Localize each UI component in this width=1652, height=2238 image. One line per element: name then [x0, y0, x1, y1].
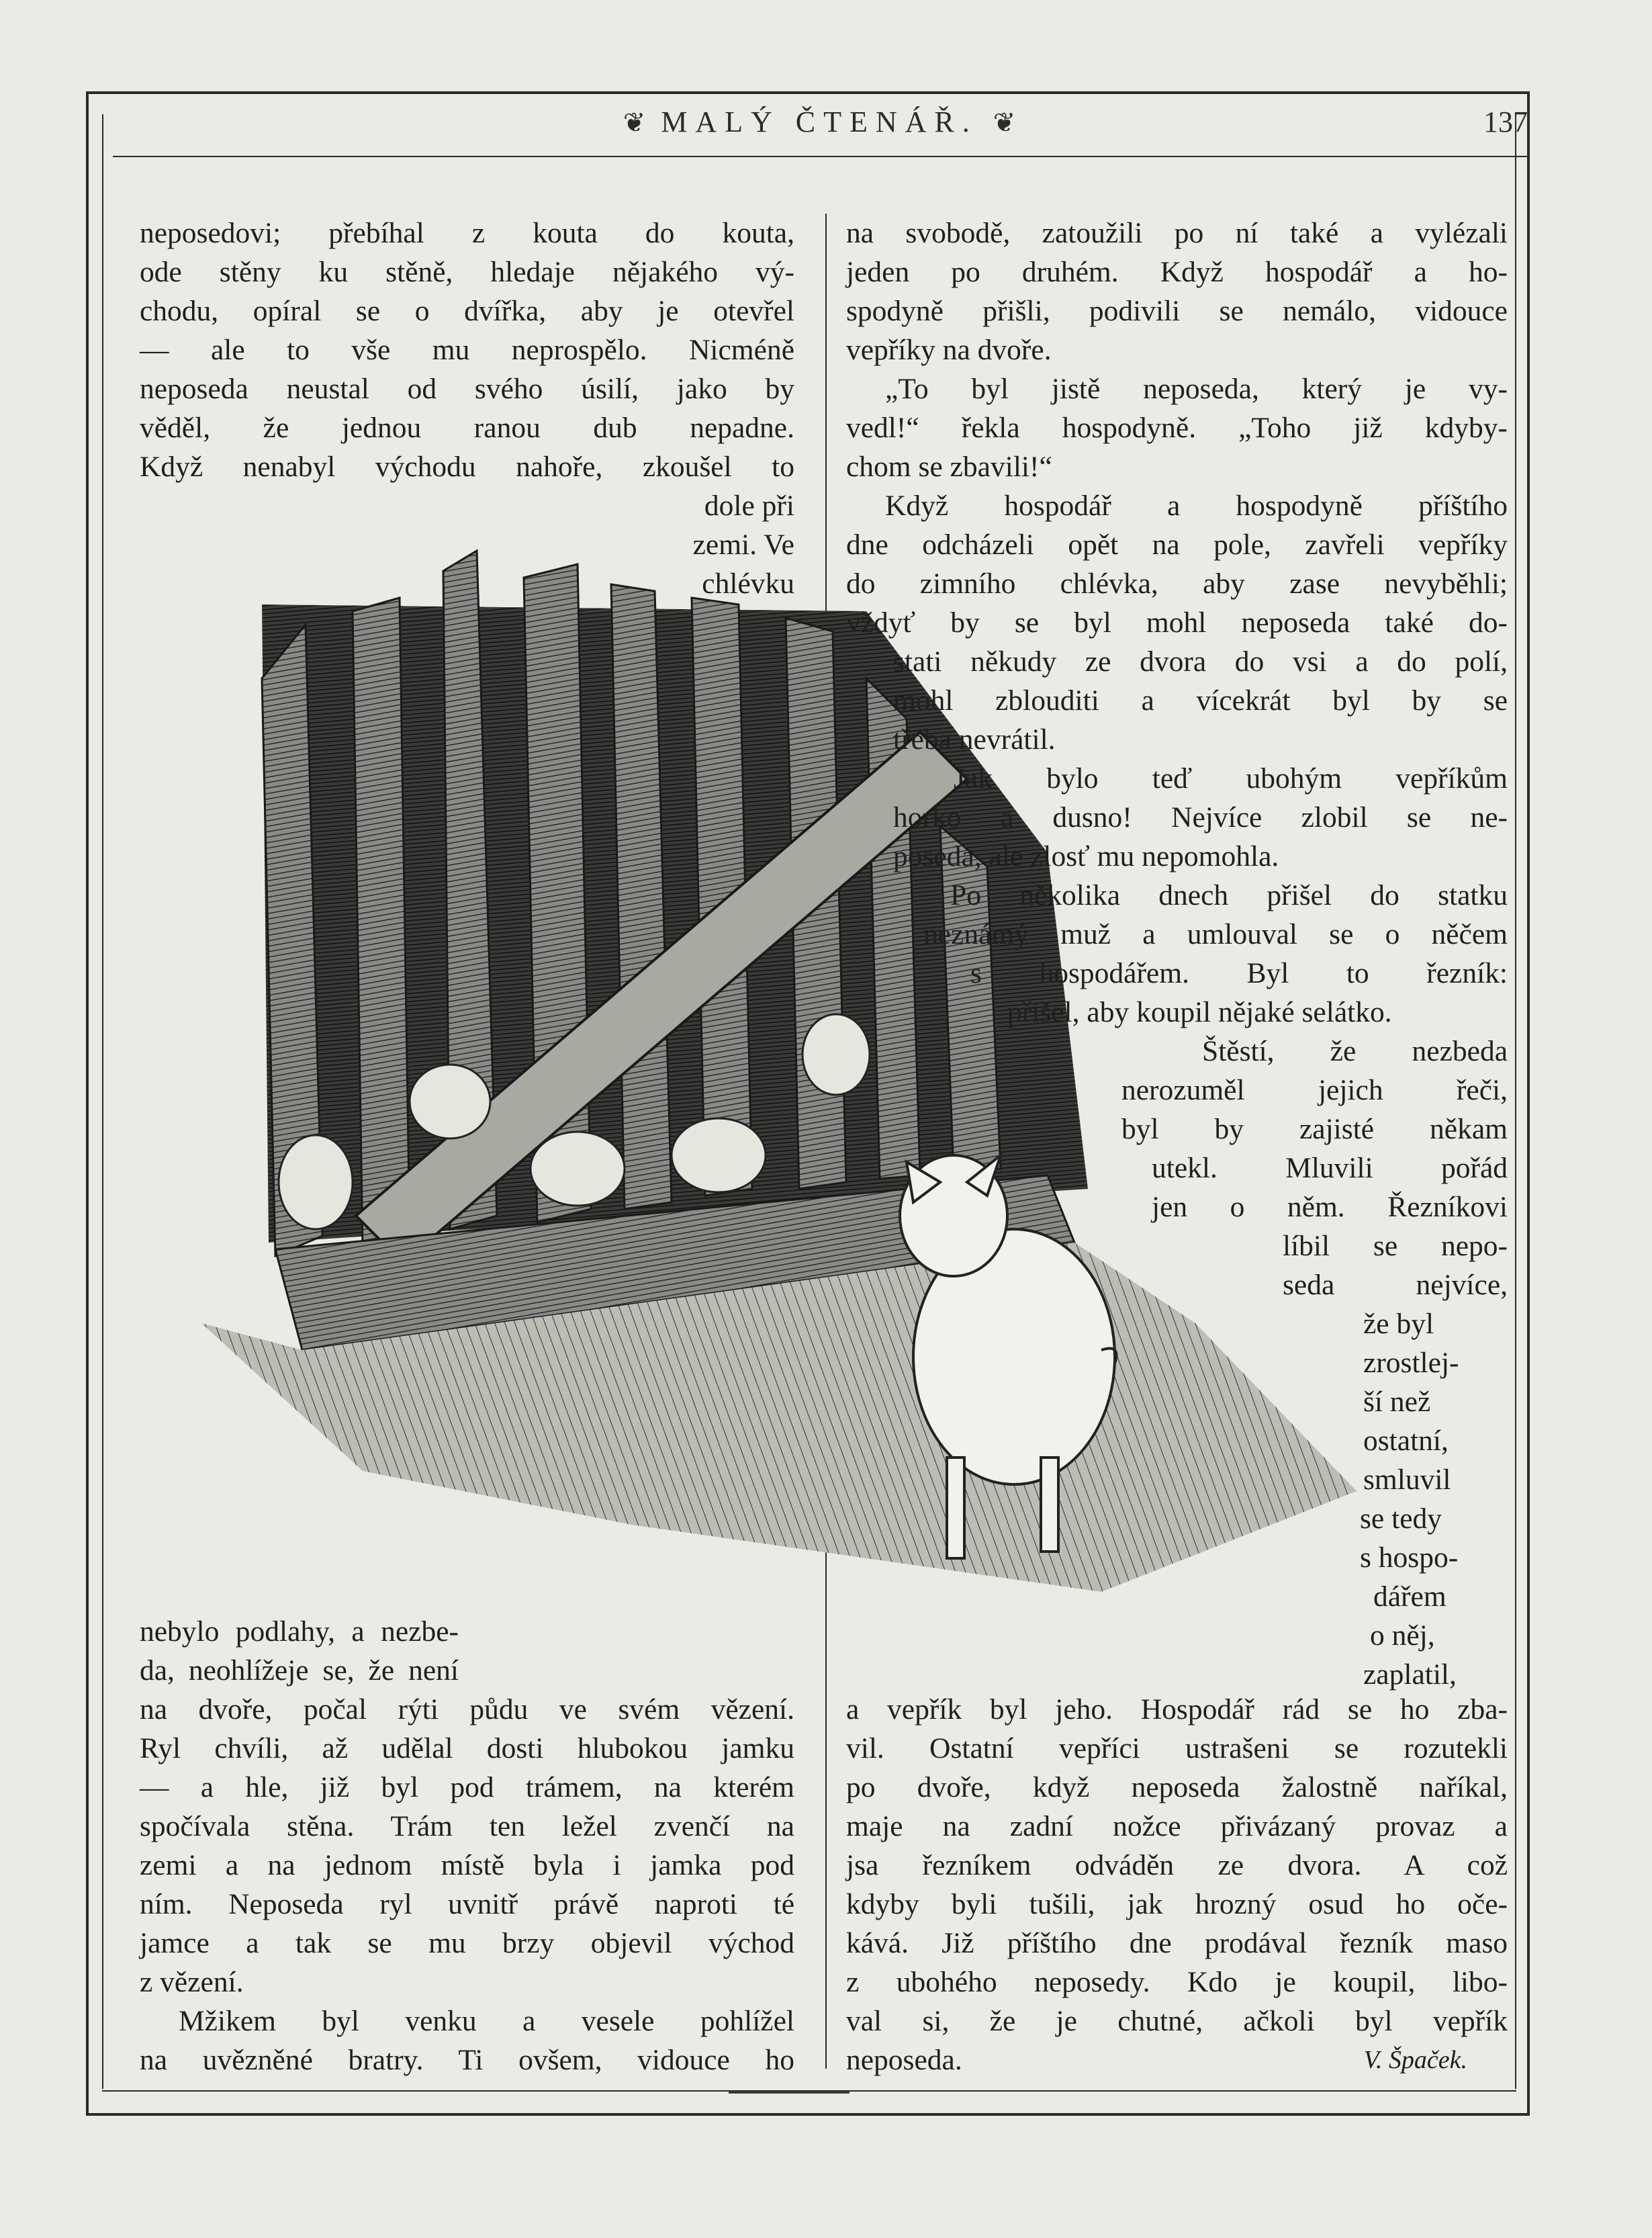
- text-line: chodu, opíral se o dvířka, aby je otevřel: [140, 295, 794, 327]
- text-line: že byl: [1363, 1308, 1434, 1340]
- text-line: jeden po druhém. Když hospodář a ho-: [846, 256, 1508, 288]
- left-column-wrap-text: [140, 1612, 459, 1690]
- column-divider-bottom: [825, 1545, 827, 2069]
- journal-title: MALÝ ČTENÁŘ.: [661, 105, 978, 138]
- text-line: na uvězněné bratry. Ti ovšem, vidouce ho: [140, 2044, 794, 2076]
- text-line: z ubohého neposedy. Kdo je koupil, libo-: [846, 1966, 1508, 1998]
- right-column-wrap-1: [893, 759, 1508, 876]
- text-line: líbil se nepo-: [1283, 1230, 1508, 1262]
- text-line: jen o něm. Řezníkovi: [1152, 1191, 1508, 1223]
- text-line: neznámý muž a umlouval se o něčem: [923, 918, 1508, 950]
- text-line: Mžikem byl venku a vesele pohlížel: [179, 2005, 794, 2037]
- text-line: da, neohlížeje se, že není: [140, 1654, 459, 1687]
- text-line: a vepřík byl jeho. Hospodář rád se ho zba-: [846, 1693, 1508, 1726]
- frame-inner-right-rule: [1515, 114, 1516, 2089]
- text-line: zemi a na jednom místě byla i jamka pod: [140, 1849, 794, 1881]
- text-line: se tedy: [1360, 1503, 1442, 1535]
- text-line: chom se zbavili!“: [846, 451, 1052, 483]
- text-line: seda nejvíce,: [1283, 1269, 1508, 1301]
- frame-top-rule: [86, 91, 1530, 94]
- text-line: kává. Již příštího dne prodával řezník maso: [846, 1927, 1508, 1959]
- text-line: vždyť by se byl mohl neposeda také do-: [846, 607, 1508, 639]
- header-ornament-left-icon: ❦: [623, 107, 646, 138]
- text-line: val si, že je chutné, ačkoli byl vepřík: [846, 2005, 1508, 2037]
- right-column-top-text: [846, 214, 1508, 759]
- text-line: do zimního chlévka, aby zase nevyběhli;: [846, 568, 1508, 600]
- text-line: horko a dusno! Nejvíce zlobil se ne-: [893, 801, 1508, 834]
- text-line: Jak bylo teď ubohým vepříkům: [954, 762, 1508, 795]
- text-line: chlévku: [702, 568, 794, 600]
- text-line: „To byl jistě neposeda, který je vy-: [885, 373, 1508, 405]
- running-header: [551, 105, 1088, 139]
- right-column-wrap-2: [923, 876, 1508, 954]
- text-line: jsa řezníkem odváděn ze dvora. A což: [846, 1849, 1508, 1881]
- text-line: kdyby byli tušili, jak hrozný osud ho oče-: [846, 1888, 1508, 1920]
- text-line: nebylo podlahy, a nezbe-: [140, 1615, 459, 1648]
- text-line: Po několika dnech přišel do statku: [950, 879, 1508, 911]
- text-line: spočívala stěna. Trám ten ležel zvenčí na: [140, 1810, 794, 1842]
- text-line: na svobodě, zatoužili po ní také a vylézali: [846, 217, 1508, 249]
- text-line: mohl zblouditi a vícekrát byl by se: [893, 684, 1508, 717]
- text-line: s hospodářem. Byl to řezník:: [970, 957, 1508, 989]
- footer-ornament-line: [729, 2092, 850, 2094]
- text-line: o něj,: [1370, 1619, 1435, 1652]
- text-line: dole při: [704, 490, 794, 522]
- frame-bottom-rule: [86, 2113, 1530, 2116]
- text-line: zaplatil,: [1363, 1658, 1457, 1691]
- text-line: ší než: [1363, 1386, 1431, 1418]
- header-rule: [113, 156, 1528, 157]
- text-line: Štěstí, že nezbeda: [1202, 1035, 1508, 1067]
- right-column-bottom-text: [846, 1690, 1508, 2079]
- text-line: — a hle, již byl pod trámem, na kterém: [140, 1771, 794, 1803]
- text-line: smluvil: [1363, 1464, 1451, 1496]
- text-line: věděl, že jednou ranou dub nepadne.: [140, 412, 794, 444]
- text-line: jamce a tak se mu brzy objevil východ: [140, 1927, 794, 1959]
- text-line: třeba nevrátil.: [893, 723, 1056, 756]
- right-column-wrap-7: [1316, 1304, 1501, 1694]
- text-line: z vězení.: [140, 1966, 244, 1998]
- text-line: dne odcházeli opět na pole, zavřeli vepříky: [846, 529, 1508, 561]
- text-line: zrostlej-: [1363, 1347, 1459, 1379]
- text-line: maje na zadní nožce přivázaný provaz a: [846, 1810, 1508, 1842]
- text-line: neposeda neustal od svého úsilí, jako by: [140, 373, 794, 405]
- text-line: Když hospodář a hospodyně příštího: [885, 490, 1508, 522]
- text-line: vepříky na dvoře.: [846, 334, 1052, 366]
- text-line: neposeda.: [846, 2044, 962, 2076]
- text-line: Když nenabyl východu nahoře, zkoušel to: [140, 451, 794, 483]
- text-line: ním. Neposeda ryl uvnitř právě naproti té: [140, 1888, 794, 1920]
- left-column-bottom-text: [140, 1690, 794, 2079]
- text-line: vil. Ostatní vepříci ustrašeni se rozutekli: [846, 1732, 1508, 1764]
- page-number: 137: [1483, 105, 1528, 138]
- text-line: nerozuměl jejich řeči,: [1121, 1074, 1508, 1106]
- text-line: byl by zajisté někam: [1121, 1113, 1508, 1145]
- left-column-top-text: [140, 214, 794, 603]
- text-line: zemi. Ve: [692, 529, 794, 561]
- text-line: s hospo-: [1360, 1541, 1459, 1574]
- text-line: ode stěny ku stěně, hledaje nějakého vý-: [140, 256, 794, 288]
- frame-inner-left-rule: [102, 114, 103, 2089]
- text-line: utekl. Mluvili pořád: [1152, 1152, 1508, 1184]
- right-column-wrap-5: [1121, 1032, 1508, 1226]
- text-line: ostatní,: [1363, 1425, 1449, 1457]
- header-ornament-right-icon: ❦: [993, 107, 1016, 138]
- closing-line: [846, 2041, 1508, 2079]
- text-line: poseda, ale zlosť mu nepomohla.: [893, 840, 1279, 872]
- right-column-wrap-6: [1283, 1226, 1508, 1304]
- author-signature: V. Špaček.: [1363, 2046, 1467, 2074]
- right-column-wrap-3: [970, 954, 1508, 993]
- text-line: neposedovi; přebíhal z kouta do kouta,: [140, 217, 794, 249]
- frame-left-rule: [86, 91, 89, 2116]
- text-line: Ryl chvíli, až udělal dosti hlubokou jamku: [140, 1732, 794, 1764]
- right-column-wrap-4: [1007, 993, 1508, 1032]
- text-line: dářem: [1373, 1580, 1447, 1613]
- text-line: — ale to vše mu neprospělo. Nicméně: [140, 334, 794, 366]
- text-line: vedl!“ řekla hospodyně. „Toho již kdyby-: [846, 412, 1508, 444]
- frame-right-rule: [1527, 91, 1530, 2116]
- text-line: stati někudy ze dvora do vsi a do polí,: [893, 645, 1508, 678]
- text-line: po dvoře, když neposeda žalostně naříkal,: [846, 1771, 1508, 1803]
- text-line: spodyně přišli, podivili se nemálo, vidouce: [846, 295, 1508, 327]
- text-line: přišel, aby koupil nějaké selátko.: [1007, 996, 1392, 1028]
- text-line: na dvoře, počal rýti půdu ve svém vězení.: [140, 1693, 794, 1726]
